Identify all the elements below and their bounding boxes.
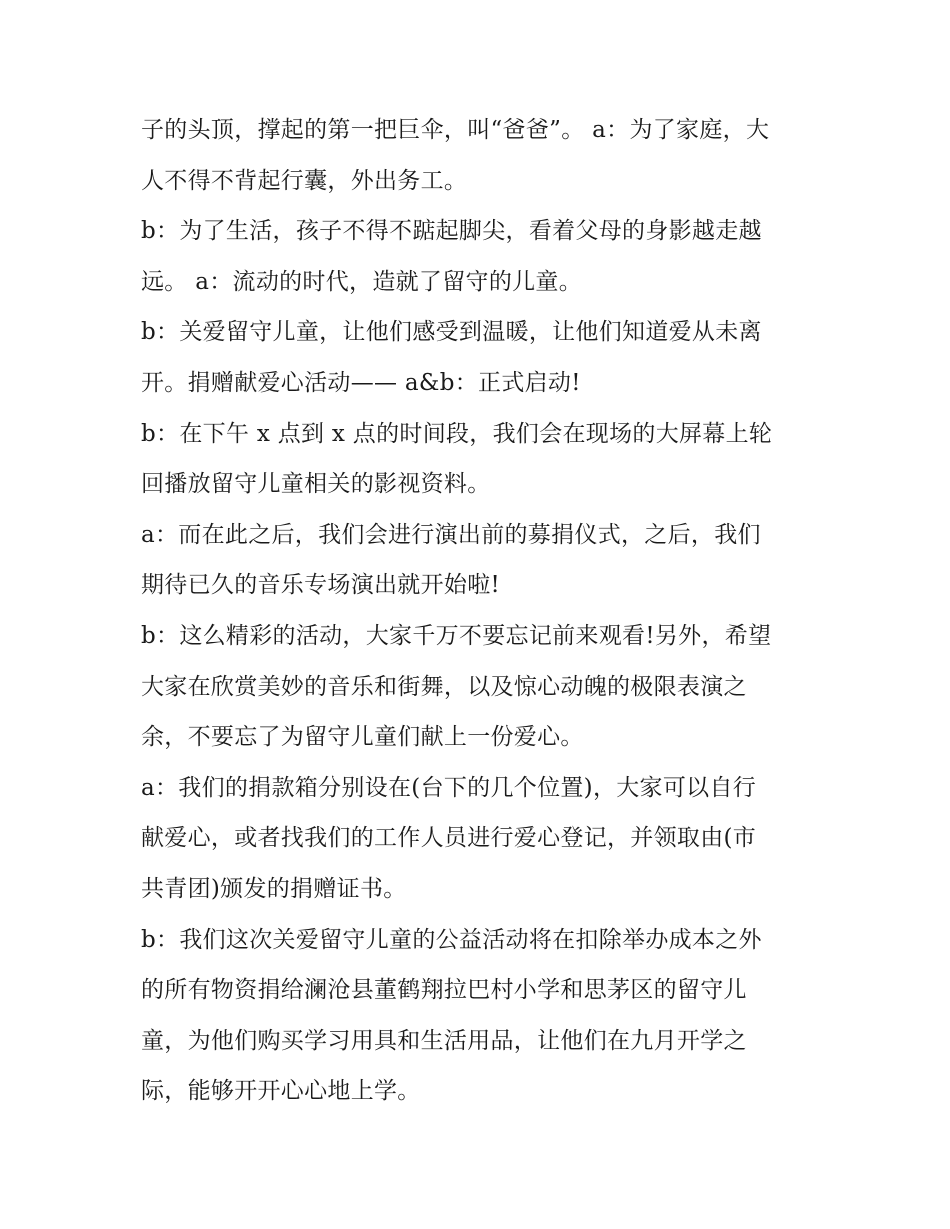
text-line: 共青团)颁发的捐赠证书。 — [141, 875, 407, 902]
text-line: 子的头顶，撑起的第一把巨伞，叫“爸爸”。 a：为了家庭，大 — [141, 117, 770, 143]
text-line: a：而在此之后，我们会进行演出前的募捐仪式，之后，我们 — [141, 521, 761, 548]
text-line: b：为了生活，孩子不得不踮起脚尖，看着父母的身影越走越 — [141, 218, 762, 245]
text-line: 期待已久的音乐专场演出就开始啦! — [141, 572, 501, 599]
text-line: b：在下午 x 点到 x 点的时间段，我们会在现场的大屏幕上轮 — [141, 420, 773, 447]
text-line: 回播放留守儿童相关的影视资料。 — [141, 471, 491, 498]
text-line: 献爱心，或者找我们的工作人员进行爱心登记，并领取由(市 — [141, 825, 757, 852]
text-line: 童，为他们购买学习用具和生活用品，让他们在九月开学之 — [141, 1027, 747, 1054]
text-line: b：这么精彩的活动，大家千万不要忘记前来观看!另外，希望 — [141, 622, 772, 649]
text-line: 余，不要忘了为留守儿童们献上一份爱心。 — [141, 724, 584, 751]
text-line: 开。捐赠献爱心活动—— a&b：正式启动! — [141, 369, 581, 396]
text-line: 人不得不背起行囊，外出务工。 — [141, 167, 468, 194]
text-line: b：关爱留守儿童，让他们感受到温暖，让他们知道爱从未离 — [141, 319, 762, 346]
text-line: b：我们这次关爱留守儿童的公益活动将在扣除举办成本之外 — [141, 926, 762, 953]
text-line: a：我们的捐款箱分别设在(台下的几个位置)，大家可以自行 — [141, 774, 757, 801]
text-line: 际，能够开开心心地上学。 — [141, 1078, 421, 1105]
document-body — [141, 105, 811, 1117]
text-line: 远。 a：流动的时代，造就了留守的儿童。 — [141, 268, 583, 295]
text-line: 的所有物资捐给澜沧县董鹤翔拉巴村小学和思茅区的留守儿 — [141, 977, 747, 1004]
text-line: 大家在欣赏美妙的音乐和街舞，以及惊心动魄的极限表演之 — [141, 673, 747, 700]
